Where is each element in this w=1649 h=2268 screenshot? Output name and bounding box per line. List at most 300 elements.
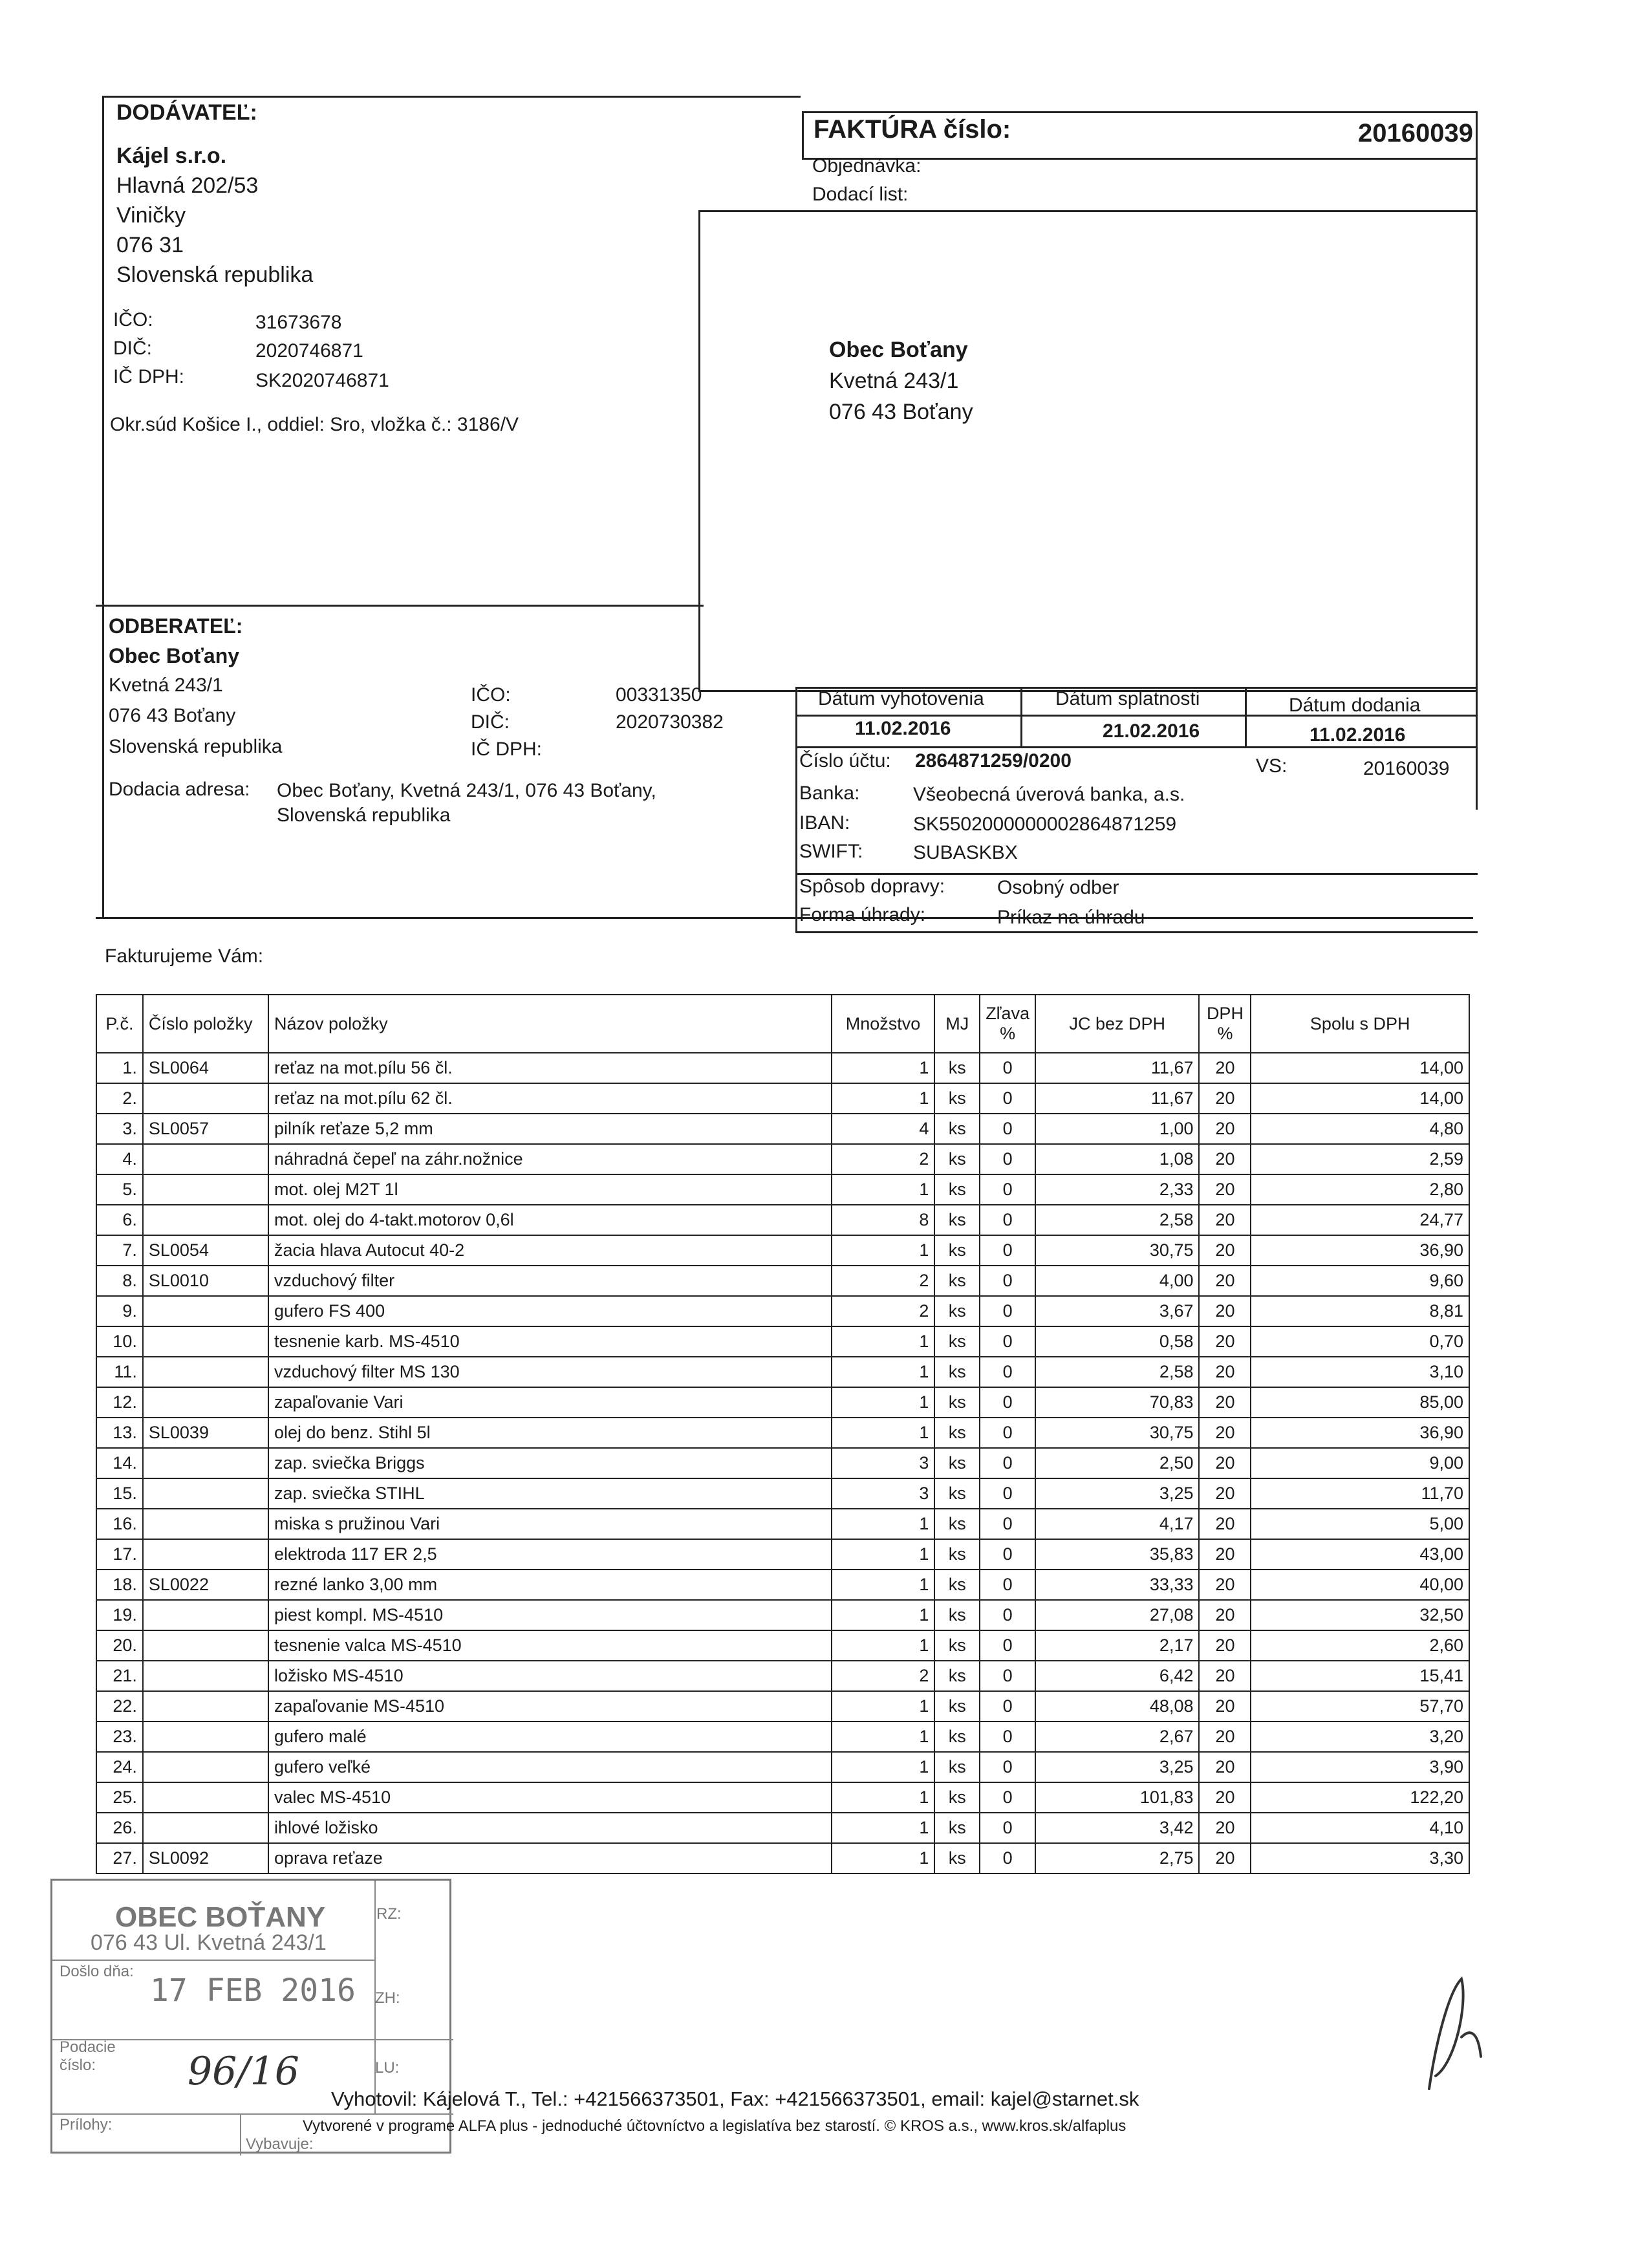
recipient-window — [698, 210, 1478, 692]
row-total: 15,41 — [1251, 1661, 1469, 1691]
row-price: 4,17 — [1035, 1509, 1199, 1539]
row-name: miska s pružinou Vari — [268, 1509, 832, 1539]
row-name: rezné lanko 3,00 mm — [268, 1570, 832, 1600]
row-name: valec MS-4510 — [268, 1782, 832, 1813]
row-discount: 0 — [980, 1843, 1035, 1874]
items-table — [96, 994, 1470, 1874]
row-vat: 20 — [1199, 1722, 1251, 1752]
row-discount: 0 — [980, 1235, 1035, 1266]
row-unit: ks — [934, 1600, 980, 1630]
table-row — [96, 1235, 1469, 1266]
supplier-zip: 076 31 — [116, 233, 184, 257]
row-vat: 20 — [1199, 1418, 1251, 1448]
row-unit: ks — [934, 1357, 980, 1387]
row-code — [143, 1357, 268, 1387]
stamp-received-date: 17 FEB 2016 — [150, 1972, 356, 2009]
row-unit: ks — [934, 1326, 980, 1357]
customer-ico: 00331350 — [616, 684, 702, 706]
row-discount: 0 — [980, 1813, 1035, 1843]
row-price: 1,00 — [1035, 1114, 1199, 1144]
row-price: 3,25 — [1035, 1478, 1199, 1509]
row-code: SL0064 — [143, 1053, 268, 1083]
row-total: 122,20 — [1251, 1782, 1469, 1813]
row-discount: 0 — [980, 1509, 1035, 1539]
row-total: 3,10 — [1251, 1357, 1469, 1387]
row-price: 2,58 — [1035, 1205, 1199, 1235]
row-vat: 20 — [1199, 1144, 1251, 1174]
customer-ico-label: IČO: — [471, 684, 511, 706]
row-name: tesnenie valca MS-4510 — [268, 1630, 832, 1661]
invoice-intro: Fakturujeme Vám: — [105, 945, 264, 967]
supplier-city: Viničky — [116, 203, 186, 228]
supplier-country: Slovenská republika — [116, 263, 314, 287]
row-vat: 20 — [1199, 1083, 1251, 1114]
supplier-dic: 2020746871 — [255, 340, 363, 362]
row-price: 70,83 — [1035, 1387, 1199, 1418]
row-discount: 0 — [980, 1418, 1035, 1448]
row-discount: 0 — [980, 1144, 1035, 1174]
row-price: 2,58 — [1035, 1357, 1199, 1387]
stamp-filing-number: 96/16 — [188, 2049, 299, 2094]
row-vat: 20 — [1199, 1752, 1251, 1782]
stamp-attachments-label: Prílohy: — [59, 2116, 113, 2133]
row-price: 0,58 — [1035, 1326, 1199, 1357]
account-number: 2864871259/0200 — [915, 750, 1072, 772]
row-code — [143, 1600, 268, 1630]
row-code — [143, 1144, 268, 1174]
row-vat: 20 — [1199, 1509, 1251, 1539]
table-row — [96, 1387, 1469, 1418]
row-vat: 20 — [1199, 1478, 1251, 1509]
row-discount: 0 — [980, 1782, 1035, 1813]
row-qty: 1 — [832, 1570, 935, 1600]
row-vat: 20 — [1199, 1570, 1251, 1600]
supplier-court: Okr.súd Košice I., oddiel: Sro, vložka č.: 3186/V — [110, 414, 519, 435]
row-code — [143, 1722, 268, 1752]
row-name: pilník reťaze 5,2 mm — [268, 1114, 832, 1144]
stamp-filing-label-top: Podacie — [59, 2038, 116, 2056]
delivery-date-label: Dátum dodania — [1289, 695, 1421, 716]
delivery-address-line1: Obec Boťany, Kvetná 243/1, 076 43 Boťany, — [277, 780, 656, 801]
row-vat: 20 — [1199, 1174, 1251, 1205]
row-code — [143, 1509, 268, 1539]
iban-label: IBAN: — [799, 812, 850, 834]
col-qty: Množstvo — [832, 995, 935, 1053]
account-label: Číslo účtu: — [799, 750, 891, 772]
row-unit: ks — [934, 1843, 980, 1874]
stamp-zh-label: ZH: — [375, 1989, 400, 2007]
iban-value: SK5502000000002864871259 — [913, 814, 1177, 835]
row-number: 5. — [96, 1174, 143, 1205]
invoice-number: 20160039 — [1358, 119, 1473, 147]
bank-label: Banka: — [799, 783, 860, 804]
row-number: 10. — [96, 1326, 143, 1357]
row-qty: 2 — [832, 1266, 935, 1296]
col-price: JC bez DPH — [1035, 995, 1199, 1053]
row-code — [143, 1387, 268, 1418]
row-code: SL0010 — [143, 1266, 268, 1296]
row-name: piest kompl. MS-4510 — [268, 1600, 832, 1630]
col-code: Číslo položky — [143, 995, 268, 1053]
row-total: 3,30 — [1251, 1843, 1469, 1874]
row-discount: 0 — [980, 1448, 1035, 1478]
row-name: gufero veľké — [268, 1752, 832, 1782]
due-label: Dátum splatnosti — [1055, 688, 1200, 709]
row-unit: ks — [934, 1782, 980, 1813]
row-code — [143, 1174, 268, 1205]
row-price: 4,00 — [1035, 1266, 1199, 1296]
row-code — [143, 1661, 268, 1691]
table-row — [96, 1053, 1469, 1083]
row-discount: 0 — [980, 1174, 1035, 1205]
row-qty: 1 — [832, 1782, 935, 1813]
row-discount: 0 — [980, 1083, 1035, 1114]
table-row — [96, 1600, 1469, 1630]
table-row — [96, 1661, 1469, 1691]
row-number: 20. — [96, 1630, 143, 1661]
row-total: 11,70 — [1251, 1478, 1469, 1509]
row-name: elektroda 117 ER 2,5 — [268, 1539, 832, 1570]
row-unit: ks — [934, 1144, 980, 1174]
row-unit: ks — [934, 1083, 980, 1114]
stamp-received-label: Došlo dňa: — [59, 1963, 134, 1980]
row-price: 2,75 — [1035, 1843, 1199, 1874]
row-name: náhradná čepeľ na záhr.nožnice — [268, 1144, 832, 1174]
row-total: 40,00 — [1251, 1570, 1469, 1600]
row-code — [143, 1205, 268, 1235]
row-price: 3,25 — [1035, 1752, 1199, 1782]
row-vat: 20 — [1199, 1053, 1251, 1083]
table-row — [96, 1722, 1469, 1752]
row-name: reťaz na mot.pílu 56 čl. — [268, 1053, 832, 1083]
row-discount: 0 — [980, 1752, 1035, 1782]
row-code — [143, 1691, 268, 1722]
table-row — [96, 1296, 1469, 1326]
col-vat-bottom: % — [1217, 1024, 1233, 1043]
row-unit: ks — [934, 1448, 980, 1478]
customer-dic: 2020730382 — [616, 711, 724, 733]
row-total: 85,00 — [1251, 1387, 1469, 1418]
delivery-note-label: Dodací list: — [812, 184, 909, 205]
row-price: 30,75 — [1035, 1235, 1199, 1266]
col-vat — [1199, 995, 1251, 1053]
supplier-name: Kájel s.r.o. — [116, 144, 227, 168]
row-vat: 20 — [1199, 1813, 1251, 1843]
row-code: SL0092 — [143, 1843, 268, 1874]
row-qty: 1 — [832, 1053, 935, 1083]
row-total: 0,70 — [1251, 1326, 1469, 1357]
row-price: 27,08 — [1035, 1600, 1199, 1630]
row-total: 8,81 — [1251, 1296, 1469, 1326]
row-number: 4. — [96, 1144, 143, 1174]
row-code — [143, 1630, 268, 1661]
row-code: SL0054 — [143, 1235, 268, 1266]
footer-prepared: Vyhotovil: Kájelová T., Tel.: +421566373501, Fax: +421566373501, email: kajel@starnet.sk — [331, 2088, 1139, 2110]
supplier-heading: DODÁVATEĽ: — [116, 100, 257, 125]
row-qty: 1 — [832, 1387, 935, 1418]
row-number: 22. — [96, 1691, 143, 1722]
row-unit: ks — [934, 1114, 980, 1144]
row-number: 15. — [96, 1478, 143, 1509]
table-row — [96, 1539, 1469, 1570]
stamp-org: OBEC BOŤANY — [115, 1901, 326, 1933]
row-name: zapaľovanie MS-4510 — [268, 1691, 832, 1722]
row-vat: 20 — [1199, 1387, 1251, 1418]
row-vat: 20 — [1199, 1357, 1251, 1387]
supplier-dic-label: DIČ: — [113, 338, 152, 359]
row-vat: 20 — [1199, 1843, 1251, 1874]
supplier-ico: 31673678 — [255, 312, 342, 333]
row-total: 3,90 — [1251, 1752, 1469, 1782]
row-total: 32,50 — [1251, 1600, 1469, 1630]
row-vat: 20 — [1199, 1114, 1251, 1144]
row-qty: 1 — [832, 1174, 935, 1205]
col-pc: P.č. — [96, 995, 143, 1053]
table-header-row — [96, 995, 1469, 1053]
row-total: 14,00 — [1251, 1083, 1469, 1114]
customer-name: Obec Boťany — [109, 644, 240, 667]
row-price: 101,83 — [1035, 1782, 1199, 1813]
swift-value: SUBASKBX — [913, 842, 1018, 863]
row-code — [143, 1296, 268, 1326]
row-name: mot. olej M2T 1l — [268, 1174, 832, 1205]
row-total: 43,00 — [1251, 1539, 1469, 1570]
table-row — [96, 1418, 1469, 1448]
row-total: 2,80 — [1251, 1174, 1469, 1205]
recipient-name: Obec Boťany — [829, 338, 968, 362]
row-name: gufero FS 400 — [268, 1296, 832, 1326]
row-price: 2,67 — [1035, 1722, 1199, 1752]
row-unit: ks — [934, 1205, 980, 1235]
col-vat-top: DPH — [1206, 1004, 1244, 1023]
row-number: 23. — [96, 1722, 143, 1752]
row-code — [143, 1478, 268, 1509]
row-number: 7. — [96, 1235, 143, 1266]
stamp-handled-label: Vybavuje: — [246, 2135, 314, 2153]
row-code: SL0039 — [143, 1418, 268, 1448]
delivery-date: 11.02.2016 — [1310, 724, 1406, 746]
row-qty: 2 — [832, 1144, 935, 1174]
row-code — [143, 1448, 268, 1478]
row-qty: 1 — [832, 1722, 935, 1752]
row-total: 14,00 — [1251, 1053, 1469, 1083]
row-qty: 1 — [832, 1235, 935, 1266]
row-name: vzduchový filter MS 130 — [268, 1357, 832, 1387]
row-number: 3. — [96, 1114, 143, 1144]
table-row — [96, 1752, 1469, 1782]
row-number: 9. — [96, 1296, 143, 1326]
footer-software: Vytvorené v programe ALFA plus - jednoduché účtovníctvo a legislatíva bez starostí. © KROS a.s., www.kros.sk/alfaplus — [303, 2117, 1126, 2135]
row-name: ihlové ložisko — [268, 1813, 832, 1843]
payment-value: Príkaz na úhradu — [997, 907, 1145, 928]
row-discount: 0 — [980, 1630, 1035, 1661]
stamp-filing-label-bottom: číslo: — [59, 2057, 96, 2074]
row-unit: ks — [934, 1387, 980, 1418]
row-discount: 0 — [980, 1114, 1035, 1144]
customer-icdph-label: IČ DPH: — [471, 739, 543, 760]
row-price: 11,67 — [1035, 1083, 1199, 1114]
row-number: 11. — [96, 1357, 143, 1387]
recipient-city: 076 43 Boťany — [829, 400, 973, 424]
row-total: 57,70 — [1251, 1691, 1469, 1722]
row-unit: ks — [934, 1174, 980, 1205]
row-qty: 1 — [832, 1539, 935, 1570]
customer-country: Slovenská republika — [109, 736, 283, 757]
row-qty: 1 — [832, 1600, 935, 1630]
row-price: 48,08 — [1035, 1691, 1199, 1722]
row-total: 5,00 — [1251, 1509, 1469, 1539]
row-number: 27. — [96, 1843, 143, 1874]
row-name: zap. sviečka Briggs — [268, 1448, 832, 1478]
table-row — [96, 1782, 1469, 1813]
row-unit: ks — [934, 1722, 980, 1752]
row-number: 21. — [96, 1661, 143, 1691]
table-row — [96, 1570, 1469, 1600]
row-number: 12. — [96, 1387, 143, 1418]
table-row — [96, 1843, 1469, 1874]
row-discount: 0 — [980, 1296, 1035, 1326]
row-number: 14. — [96, 1448, 143, 1478]
row-discount: 0 — [980, 1722, 1035, 1752]
row-discount: 0 — [980, 1387, 1035, 1418]
table-row — [96, 1509, 1469, 1539]
row-qty: 1 — [832, 1326, 935, 1357]
row-discount: 0 — [980, 1266, 1035, 1296]
table-row — [96, 1630, 1469, 1661]
row-discount: 0 — [980, 1570, 1035, 1600]
row-code — [143, 1539, 268, 1570]
row-unit: ks — [934, 1053, 980, 1083]
stamp-address: 076 43 Ul. Kvetná 243/1 — [91, 1930, 327, 1955]
row-number: 17. — [96, 1539, 143, 1570]
row-name: tesnenie karb. MS-4510 — [268, 1326, 832, 1357]
col-name: Názov položky — [268, 995, 832, 1053]
row-code — [143, 1782, 268, 1813]
table-row — [96, 1326, 1469, 1357]
row-qty: 3 — [832, 1448, 935, 1478]
row-number: 8. — [96, 1266, 143, 1296]
row-qty: 1 — [832, 1752, 935, 1782]
row-unit: ks — [934, 1478, 980, 1509]
table-row — [96, 1813, 1469, 1843]
row-number: 13. — [96, 1418, 143, 1448]
row-total: 24,77 — [1251, 1205, 1469, 1235]
row-price: 11,67 — [1035, 1053, 1199, 1083]
row-price: 3,67 — [1035, 1296, 1199, 1326]
row-qty: 1 — [832, 1418, 935, 1448]
row-discount: 0 — [980, 1478, 1035, 1509]
row-code — [143, 1813, 268, 1843]
row-total: 4,80 — [1251, 1114, 1469, 1144]
row-number: 2. — [96, 1083, 143, 1114]
payment-label: Forma úhrady: — [799, 904, 926, 925]
table-row — [96, 1691, 1469, 1722]
row-discount: 0 — [980, 1691, 1035, 1722]
row-qty: 3 — [832, 1478, 935, 1509]
row-unit: ks — [934, 1235, 980, 1266]
customer-heading: ODBERATEĽ: — [109, 614, 243, 638]
row-unit: ks — [934, 1570, 980, 1600]
row-price: 2,17 — [1035, 1630, 1199, 1661]
table-row — [96, 1266, 1469, 1296]
row-qty: 4 — [832, 1114, 935, 1144]
table-row — [96, 1114, 1469, 1144]
row-price: 35,83 — [1035, 1539, 1199, 1570]
row-vat: 20 — [1199, 1296, 1251, 1326]
col-unit: MJ — [934, 995, 980, 1053]
row-name: olej do benz. Stihl 5l — [268, 1418, 832, 1448]
row-qty: 1 — [832, 1357, 935, 1387]
table-row — [96, 1174, 1469, 1205]
supplier-icdph: SK2020746871 — [255, 370, 389, 391]
row-number: 6. — [96, 1205, 143, 1235]
row-unit: ks — [934, 1296, 980, 1326]
row-vat: 20 — [1199, 1235, 1251, 1266]
row-qty: 1 — [832, 1509, 935, 1539]
row-unit: ks — [934, 1509, 980, 1539]
row-qty: 8 — [832, 1205, 935, 1235]
invoice-title: FAKTÚRA číslo: — [814, 115, 1011, 144]
recipient-street: Kvetná 243/1 — [829, 369, 959, 393]
table-row — [96, 1144, 1469, 1174]
row-unit: ks — [934, 1661, 980, 1691]
row-total: 9,00 — [1251, 1448, 1469, 1478]
col-discount — [980, 995, 1035, 1053]
row-qty: 1 — [832, 1813, 935, 1843]
row-unit: ks — [934, 1266, 980, 1296]
row-vat: 20 — [1199, 1661, 1251, 1691]
row-price: 1,08 — [1035, 1144, 1199, 1174]
row-number: 16. — [96, 1509, 143, 1539]
stamp-lu-label: LU: — [375, 2059, 400, 2077]
row-qty: 1 — [832, 1630, 935, 1661]
row-unit: ks — [934, 1630, 980, 1661]
row-price: 3,42 — [1035, 1813, 1199, 1843]
due-date: 21.02.2016 — [1103, 720, 1200, 742]
vs-value: 20160039 — [1363, 758, 1450, 779]
row-price: 33,33 — [1035, 1570, 1199, 1600]
delivery-address-label: Dodacia adresa: — [109, 779, 250, 800]
row-unit: ks — [934, 1691, 980, 1722]
table-row — [96, 1083, 1469, 1114]
row-name: ložisko MS-4510 — [268, 1661, 832, 1691]
row-total: 4,10 — [1251, 1813, 1469, 1843]
row-code — [143, 1326, 268, 1357]
row-vat: 20 — [1199, 1205, 1251, 1235]
order-label: Objednávka: — [812, 155, 921, 177]
row-vat: 20 — [1199, 1600, 1251, 1630]
row-discount: 0 — [980, 1539, 1035, 1570]
row-discount: 0 — [980, 1661, 1035, 1691]
row-total: 2,60 — [1251, 1630, 1469, 1661]
row-unit: ks — [934, 1752, 980, 1782]
row-name: oprava reťaze — [268, 1843, 832, 1874]
row-code — [143, 1752, 268, 1782]
row-vat: 20 — [1199, 1782, 1251, 1813]
transport-value: Osobný odber — [997, 877, 1119, 898]
col-total: Spolu s DPH — [1251, 995, 1469, 1053]
row-code: SL0022 — [143, 1570, 268, 1600]
row-vat: 20 — [1199, 1691, 1251, 1722]
row-code — [143, 1083, 268, 1114]
row-name: reťaz na mot.pílu 62 čl. — [268, 1083, 832, 1114]
row-discount: 0 — [980, 1053, 1035, 1083]
row-number: 18. — [96, 1570, 143, 1600]
table-row — [96, 1478, 1469, 1509]
row-name: gufero malé — [268, 1722, 832, 1752]
row-vat: 20 — [1199, 1539, 1251, 1570]
row-qty: 1 — [832, 1691, 935, 1722]
